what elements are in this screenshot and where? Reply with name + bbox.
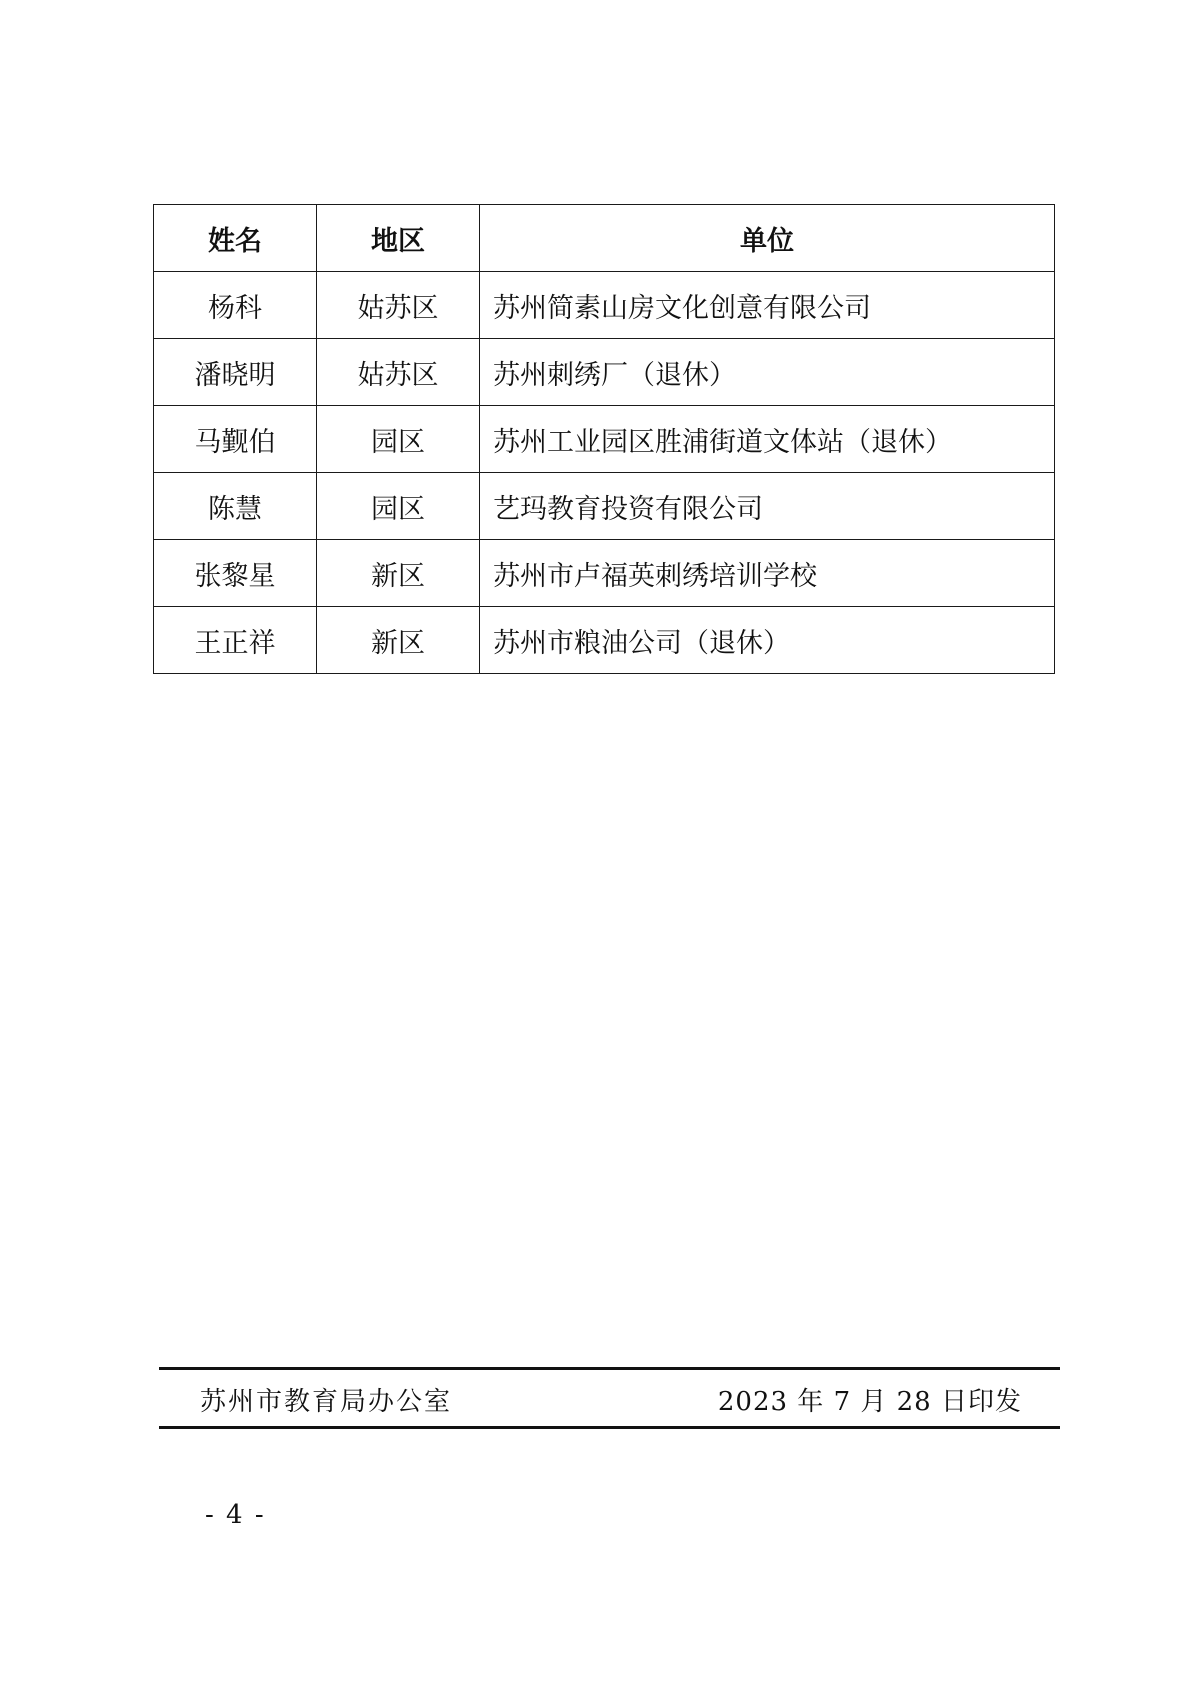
cell-name: 王正祥 [154, 607, 317, 674]
page-number: - 4 - [205, 1500, 266, 1530]
header-unit: 单位 [480, 205, 1055, 272]
cell-unit: 苏州刺绣厂（退休） [480, 339, 1055, 406]
cell-name: 潘晓明 [154, 339, 317, 406]
issuer-text: 苏州市教育局办公室 [200, 1387, 453, 1417]
header-district: 地区 [317, 205, 480, 272]
cell-district: 新区 [317, 540, 480, 607]
imprint-block [159, 1367, 1060, 1429]
cell-name: 马觐伯 [154, 406, 317, 473]
cell-unit: 苏州市卢福英刺绣培训学校 [480, 540, 1055, 607]
cell-name: 陈慧 [154, 473, 317, 540]
cell-name: 杨科 [154, 272, 317, 339]
cell-unit: 艺玛教育投资有限公司 [480, 473, 1055, 540]
cell-district: 姑苏区 [317, 339, 480, 406]
cell-district: 姑苏区 [317, 272, 480, 339]
header-name: 姓名 [154, 205, 317, 272]
cell-unit: 苏州市粮油公司（退休） [480, 607, 1055, 674]
print-date-text: 2023 年 7 月 28 日印发 [717, 1387, 1022, 1417]
table-row [154, 607, 1055, 674]
personnel-table [153, 204, 1055, 674]
table-row [154, 473, 1055, 540]
table-row [154, 406, 1055, 473]
table-row [154, 540, 1055, 607]
cell-district: 园区 [317, 473, 480, 540]
cell-district: 园区 [317, 406, 480, 473]
table-row [154, 272, 1055, 339]
table-row [154, 339, 1055, 406]
cell-unit: 苏州简素山房文化创意有限公司 [480, 272, 1055, 339]
table-header-row [154, 205, 1055, 272]
cell-name: 张黎星 [154, 540, 317, 607]
cell-district: 新区 [317, 607, 480, 674]
cell-unit: 苏州工业园区胜浦街道文体站（退休） [480, 406, 1055, 473]
